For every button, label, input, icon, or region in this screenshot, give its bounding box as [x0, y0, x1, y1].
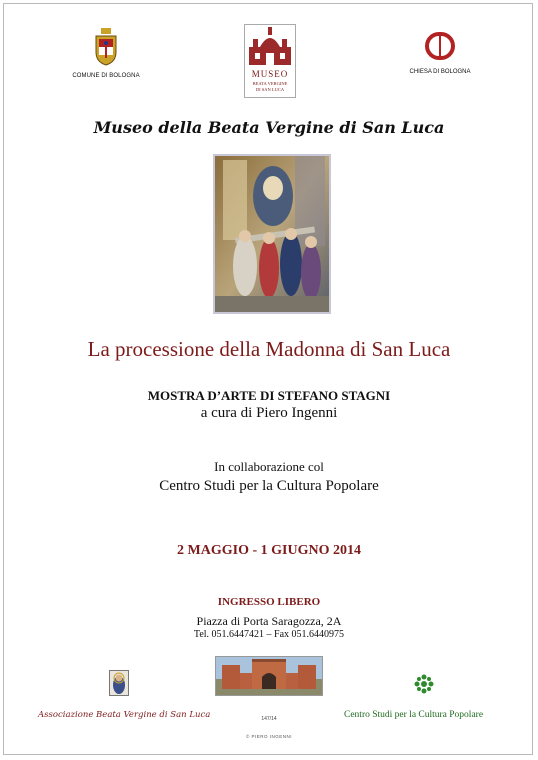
venue-contacts: Tel. 051.6447421 – Fax 051.6440975	[193, 629, 345, 640]
exhibition-dates: 2 MAGGIO - 1 GIUGNO 2014	[177, 543, 361, 558]
poster-page	[3, 3, 533, 755]
reference-number: 147/14	[261, 716, 277, 722]
procession-image	[215, 156, 329, 312]
comune-di-bologna-logo	[66, 28, 146, 79]
association-name: Associazione Beata Vergine di San Luca	[38, 710, 211, 720]
collaboration-partner: Centro Studi per la Cultura Popolare	[159, 478, 379, 494]
chiesa-monogram-icon	[423, 30, 457, 62]
porta-saragozza-photo	[215, 656, 323, 696]
collaboration-intro: In collaborazione col	[214, 459, 324, 474]
chiesa-di-bologna-logo	[400, 30, 480, 75]
chiesa-caption: CHIESA DI BOLOGNA	[409, 69, 471, 75]
curator-line: a cura di Piero Ingenni	[200, 405, 338, 421]
centro-studi-name: Centro Studi per la Cultura Popolare	[344, 710, 484, 720]
museo-sub-1: BEATA VERGINE	[252, 81, 288, 86]
centro-studi-icon	[414, 674, 434, 694]
museo-sub-2: DI SAN LUCA	[255, 87, 285, 92]
comune-caption: COMUNE DI BOLOGNA	[72, 73, 140, 79]
exhibition-title: La processione della Madonna di San Luca	[87, 337, 451, 361]
free-entry-label: INGRESSO LIBERO	[217, 596, 321, 608]
museum-script-title: Museo della Beata Vergine di San Luca	[93, 118, 445, 137]
exhibition-artist: MOSTRA D’ARTE DI STEFANO STAGNI	[147, 388, 391, 403]
church-icon	[245, 25, 295, 67]
madonna-icon	[109, 670, 129, 696]
exhibition-photo	[213, 154, 331, 314]
museo-logo	[244, 24, 296, 98]
copyright-notice: © PIERO INGENNI	[245, 734, 293, 739]
coat-of-arms-icon	[93, 28, 119, 66]
museo-word: MUSEO	[251, 69, 289, 79]
venue-address: Piazza di Porta Saragozza, 2A	[196, 614, 342, 628]
